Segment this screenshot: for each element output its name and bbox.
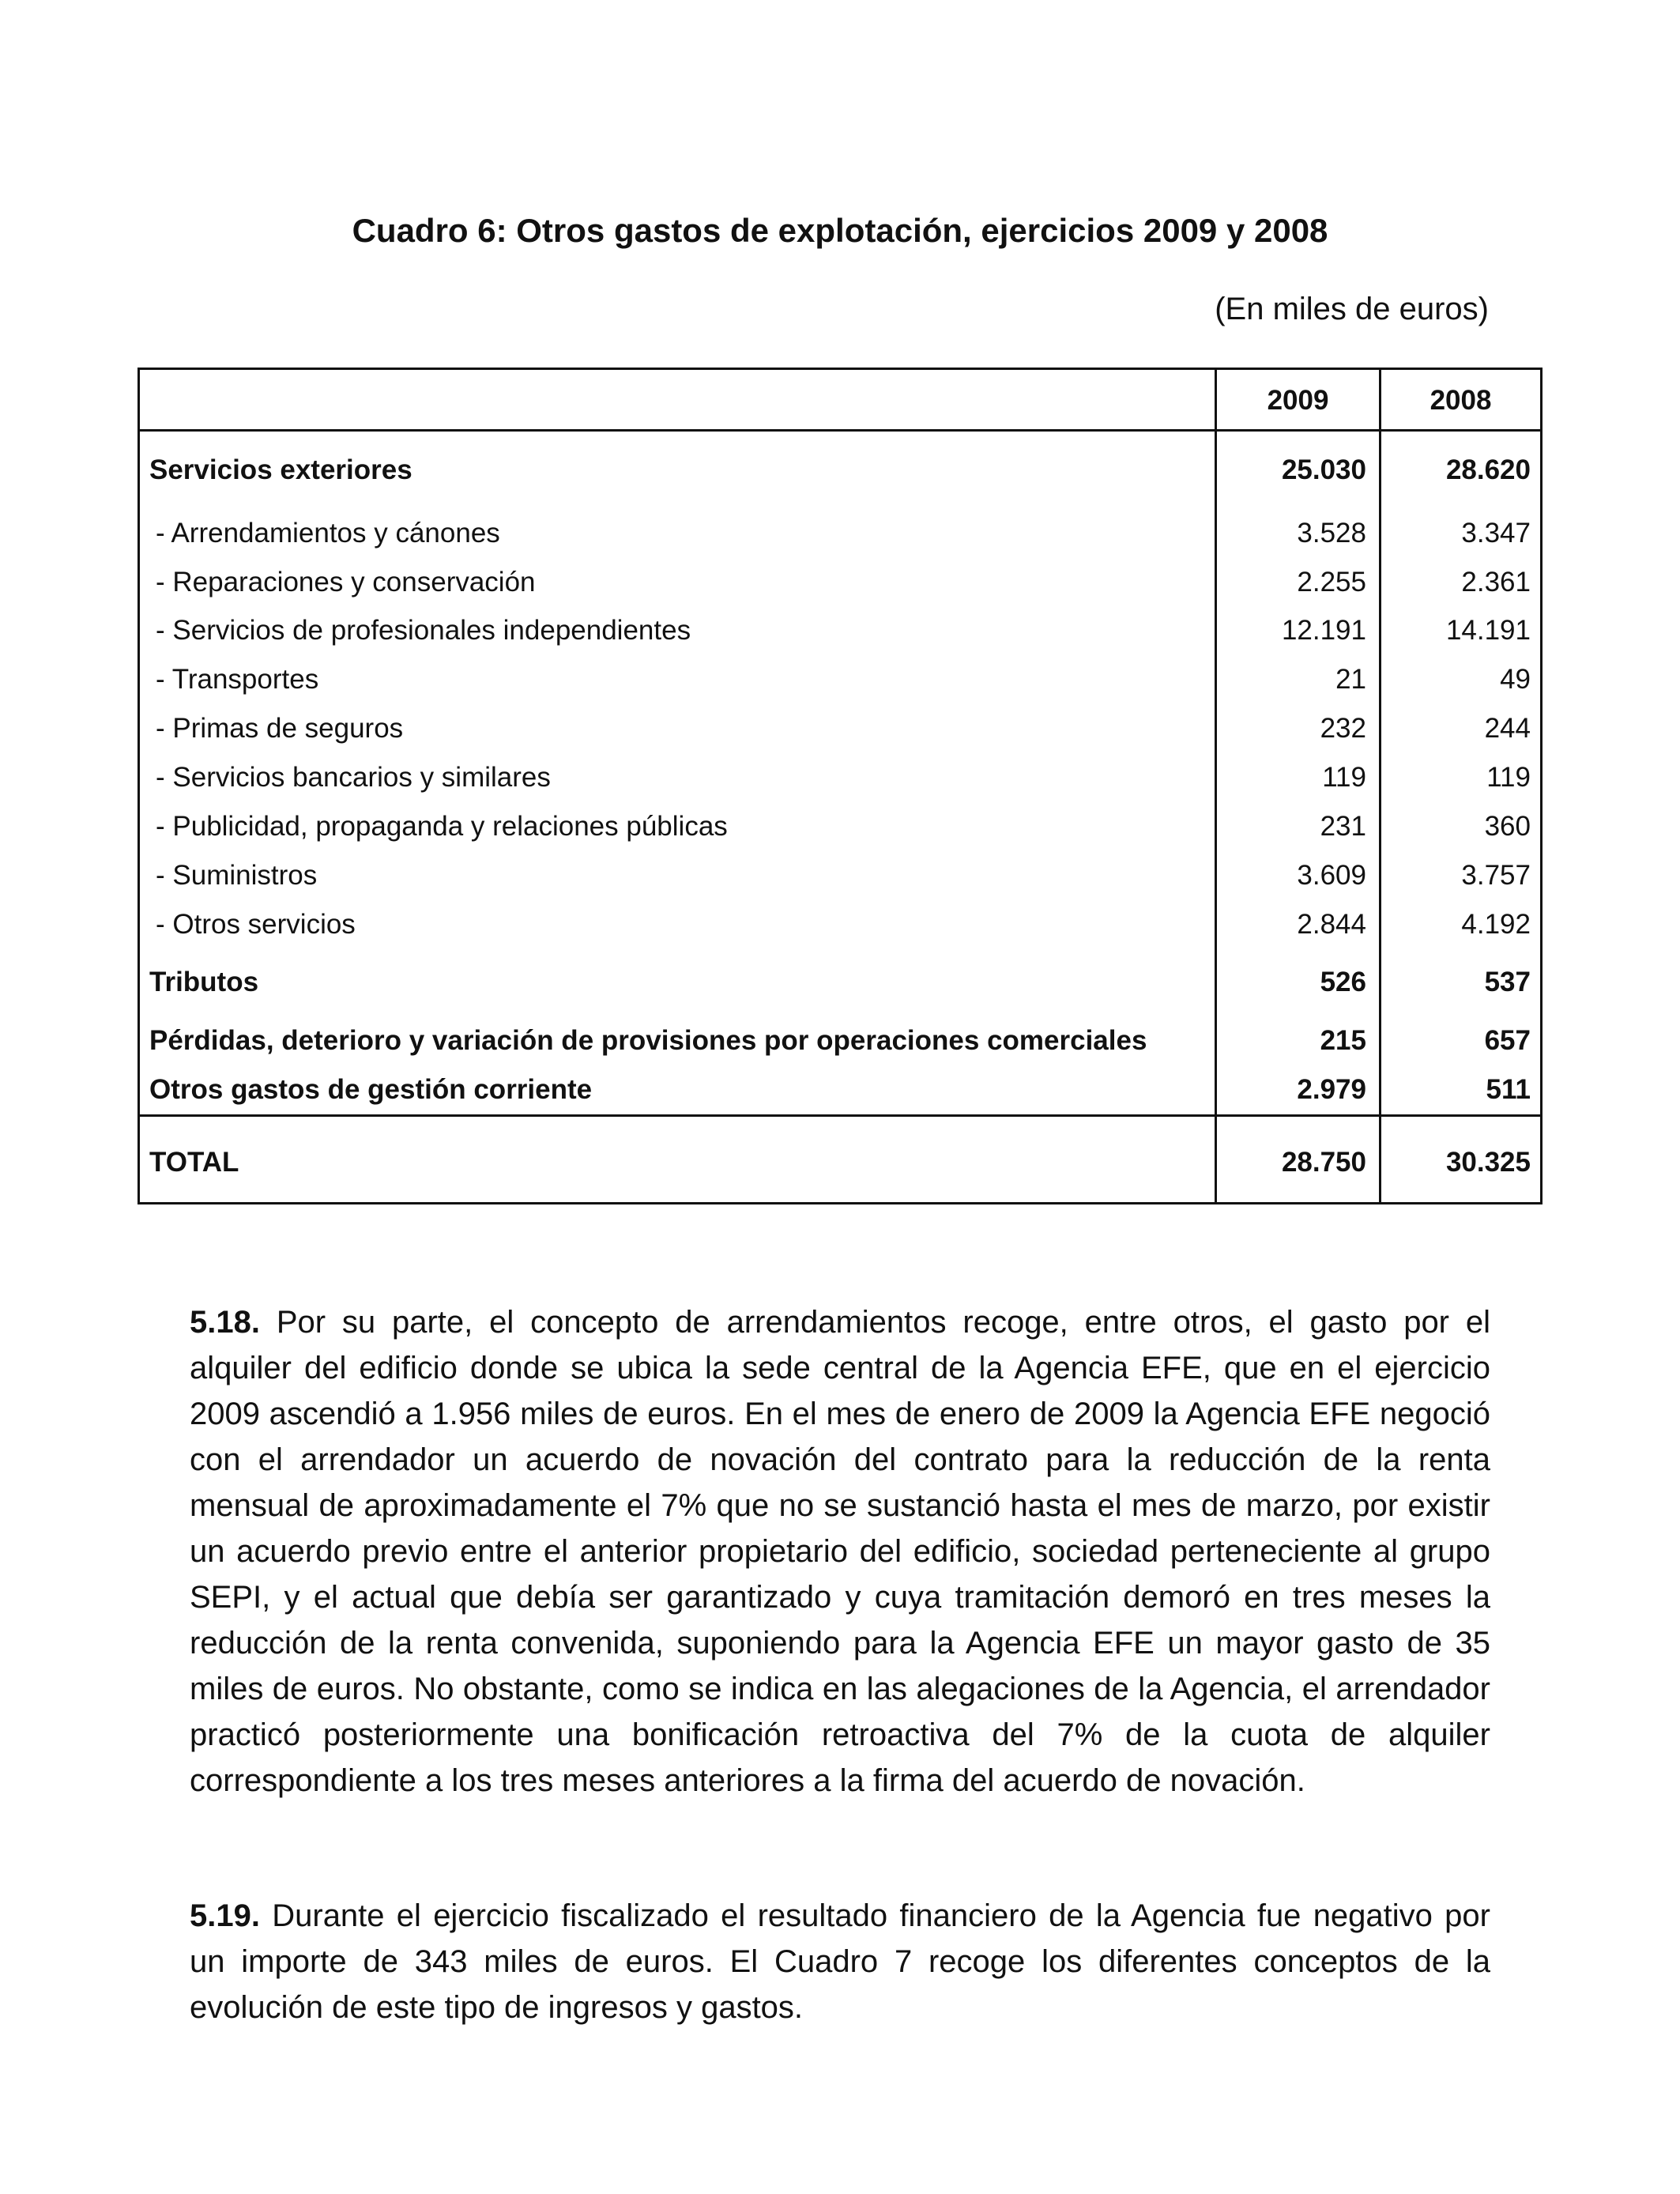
row-value-2008: 360 (1484, 811, 1531, 842)
row-label-arrendamientos: - Arrendamientos y cánones (156, 518, 500, 548)
row-value-2009: 526 (1320, 967, 1366, 997)
row-value-2009: 21 (1335, 664, 1366, 695)
total-value-2009: 28.750 (1281, 1147, 1366, 1178)
row-value-2008: 49 (1500, 664, 1531, 695)
row-value-2008: 14.191 (1445, 615, 1531, 646)
row-value-2008: 511 (1486, 1074, 1531, 1105)
row-label-bancarios: - Servicios bancarios y similares (156, 762, 551, 793)
row-value-2008: 4.192 (1461, 909, 1531, 940)
row-value-2008: 3.347 (1461, 518, 1531, 548)
paragraph-5-18 (190, 1299, 1490, 1804)
row-value-2008: 657 (1484, 1025, 1531, 1056)
row-label-tributos: Tributos (149, 967, 259, 997)
row-value-2009: 232 (1320, 713, 1366, 744)
total-divider (140, 1114, 1540, 1117)
row-value-2009: 2.255 (1297, 567, 1366, 598)
row-label-primas: - Primas de seguros (156, 713, 404, 744)
row-label-perdidas: Pérdidas, deterioro y variación de provisiones por operaciones comerciales (149, 1025, 1147, 1056)
expenses-table (137, 368, 1543, 1204)
column-header-2009: 2009 (1267, 385, 1329, 416)
row-label-profesionales: - Servicios de profesionales independientes (156, 615, 691, 646)
row-label-otros-servicios: - Otros servicios (156, 909, 356, 940)
table-title: Cuadro 6: Otros gastos de explotación, ejercicios 2009 y 2008 (352, 212, 1328, 249)
row-value-2008: 3.757 (1461, 860, 1531, 891)
paragraph-number: 5.19. (190, 1898, 260, 1933)
row-value-2009: 25.030 (1281, 454, 1366, 485)
paragraph-text: Durante el ejercicio fiscalizado el resultado financiero de la Agencia fue negativo por un importe de 343 miles de euros. El Cuadro 7 recoge los diferentes conceptos de la evolución de este tipo de ingresos y gastos. (190, 1898, 1490, 2025)
row-value-2009: 3.609 (1297, 860, 1366, 891)
row-label-reparaciones: - Reparaciones y conservación (156, 567, 536, 598)
header-divider (140, 429, 1540, 432)
row-label-gestion-corriente: Otros gastos de gestión corriente (149, 1074, 593, 1105)
row-value-2009: 215 (1320, 1025, 1366, 1056)
total-label: TOTAL (149, 1147, 239, 1178)
column-divider (1379, 370, 1381, 1202)
column-divider (1215, 370, 1217, 1202)
total-value-2008: 30.325 (1445, 1147, 1531, 1178)
row-value-2008: 28.620 (1445, 454, 1531, 485)
row-value-2008: 537 (1484, 967, 1531, 997)
row-value-2008: 2.361 (1461, 567, 1531, 598)
row-label-publicidad: - Publicidad, propaganda y relaciones públicas (156, 811, 728, 842)
row-label-suministros: - Suministros (156, 860, 318, 891)
paragraph-number: 5.18. (190, 1305, 260, 1340)
row-value-2009: 2.979 (1297, 1074, 1366, 1105)
paragraph-text: Por su parte, el concepto de arrendamientos recoge, entre otros, el gasto por el alquiler del edificio donde se ubica la sede central de la Agencia EFE, que en el ejercicio 2009 ascendió a 1.956 miles de euros. En el mes de enero de 2009 la Agencia EFE negoció con el arrendador un acuerdo de novación del contrato para la reducción de la renta mensual de aproximadamente el 7% que no se sustanció hasta el mes de marzo, por existir un acuerdo previo entre el anterior propietario del edificio, sociedad perteneciente al grupo SEPI, y el actual que debía ser garantizado y cuya tramitación demoró en tres meses la reducción de la renta convenida, suponiendo para la Agencia EFE un mayor gasto de 35 miles de euros. No obstante, como se indica en las alegaciones de la Agencia, el arrendador practicó posteriormente una bonificación retroactiva del 7% de la cuota de alquiler correspondiente a los tres meses anteriores a la firma del acuerdo de novación. (190, 1305, 1490, 1798)
units-note: (En miles de euros) (1215, 292, 1489, 326)
row-value-2009: 231 (1320, 811, 1366, 842)
row-value-2009: 12.191 (1281, 615, 1366, 646)
row-value-2009: 119 (1322, 762, 1366, 793)
row-label-servicios-exteriores: Servicios exteriores (149, 454, 412, 485)
row-value-2009: 3.528 (1297, 518, 1366, 548)
row-label-transportes: - Transportes (156, 664, 319, 695)
row-value-2008: 244 (1484, 713, 1531, 744)
paragraph-5-19 (190, 1893, 1490, 2030)
column-header-2008: 2008 (1430, 385, 1492, 416)
row-value-2008: 119 (1486, 762, 1531, 793)
row-value-2009: 2.844 (1297, 909, 1366, 940)
